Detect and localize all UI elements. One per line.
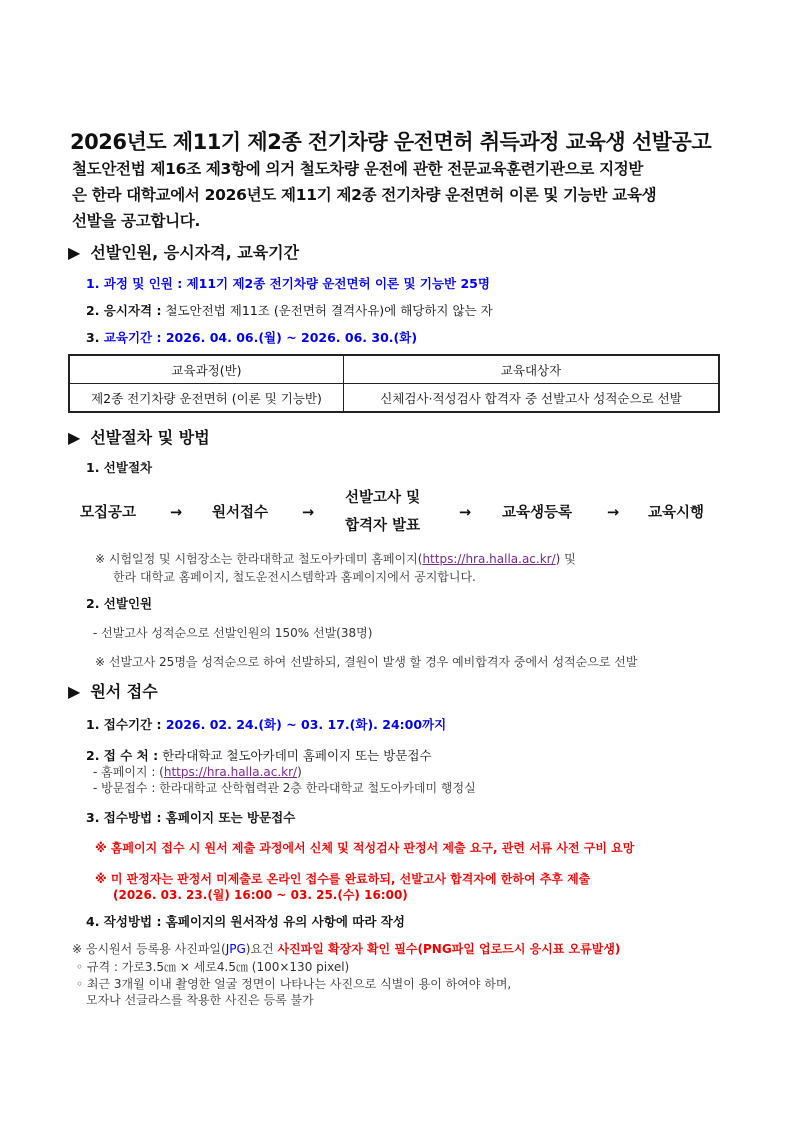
schedule-note <box>95 552 576 566</box>
application-method: 3. 접수방법 : 홈페이지 또는 방문접수 <box>86 810 296 825</box>
application-place <box>86 748 432 763</box>
warning-note-1: ※ 홈페이지 접수 시 원서 제출 과정에서 신체 및 적성검사 판정서 제출 요구, 관련 서류 사전 구비 요망 <box>95 841 635 855</box>
section-heading-1 <box>68 243 299 262</box>
course-and-quota: 1. 과정 및 인원 : 제11기 제2종 전기차량 운전면허 이론 및 기능반 25명 <box>86 276 490 291</box>
table-header: 교육대상자 <box>344 355 720 384</box>
flow-step-recruit: 모집공고 <box>80 505 137 521</box>
intro-line-3: 선발을 공고합니다. <box>72 212 201 230</box>
eligibility-value: 철도안전법 제11조 (운전면허 결격사유)에 해당하지 않는 자 <box>165 303 493 318</box>
table-row <box>69 384 719 413</box>
triangle-bullet-icon: ▶ <box>68 428 81 447</box>
photo-warning: 사진파일 확장자 확인 필수(PNG파일 업로드시 응시표 오류발생) <box>277 942 621 956</box>
section-heading-text: 선발인원, 응시자격, 교육기간 <box>90 243 300 262</box>
selection-procedure-label: 1. 선발절차 <box>86 460 153 475</box>
photo-requirement <box>72 942 620 956</box>
application-period <box>86 717 446 732</box>
table-cell: 제2종 전기차량 운전면허 (이론 및 기능반) <box>69 384 344 413</box>
arrow-icon: → <box>459 505 472 521</box>
intro-line-2: 은 한라 대학교에서 2026년도 제11기 제2종 전기차량 운전면허 이론 및 기능반 교육생 <box>72 186 657 204</box>
arrow-icon: → <box>607 505 620 521</box>
label: ) <box>297 765 302 779</box>
label: 1. 접수기간 : <box>86 717 162 732</box>
item-number: 3. <box>86 330 100 345</box>
note-text: ) 및 <box>555 552 576 566</box>
homepage-link[interactable]: https://hra.halla.ac.kr/ <box>422 552 556 566</box>
flow-step-registration: 교육생등록 <box>502 505 573 521</box>
intro-line-1: 철도안전법 제16조 제3항에 의거 철도차량 운전에 관한 전문교육훈련기관으로 지정받 <box>72 160 644 178</box>
eligibility <box>86 303 493 318</box>
flow-step-announcement: 합격자 발표 <box>345 518 421 534</box>
table-cell: 신체검사·적성검사 합격자 중 선발고사 성적순으로 선발 <box>344 384 720 413</box>
warning-note-2: ※ 미 판정자는 판정서 미제출로 온라인 접수를 완료하되, 선발고사 합격자에 한하여 추후 제출 <box>95 872 591 886</box>
flow-step-application: 원서접수 <box>212 505 269 521</box>
warning-note-2-dates: (2026. 03. 23.(월) 16:00 ~ 03. 25.(수) 16:00) <box>113 888 408 902</box>
triangle-bullet-icon: ▶ <box>68 682 81 701</box>
photo-restriction: 모자나 선글라스를 착용한 사진은 등록 불가 <box>86 993 314 1007</box>
label: 2. 접 수 처 : <box>86 748 159 763</box>
label: - 홈페이지 : ( <box>93 765 164 779</box>
photo-recent: ◦ 최근 3개월 이내 촬영한 얼굴 정면이 나타나는 사진으로 식별이 용이 하여야 하며, <box>76 977 512 991</box>
visit-line: - 방문접수 : 한라대학교 산학협력관 2층 한라대학교 철도아카데미 행정실 <box>93 781 476 795</box>
jpg-text: JPG <box>225 942 246 956</box>
eligibility-label: 2. 응시자격 : <box>86 303 162 318</box>
page-title: 2026년도 제11기 제2종 전기차량 운전면허 취득과정 교육생 선발공고 <box>70 130 712 154</box>
vacancy-note: ※ 선발고사 25명을 성적순으로 하여 선발하되, 결원이 발생 할 경우 예비합격자 중에서 성적순으로 선발 <box>95 655 638 669</box>
text: )요건 <box>245 942 278 956</box>
flow-step-training: 교육시행 <box>648 505 705 521</box>
course-table <box>68 354 720 413</box>
photo-spec: ◦ 규격 : 가로3.5㎝ × 세로4.5㎝ (100×130 pixel) <box>76 960 350 974</box>
arrow-icon: → <box>302 505 315 521</box>
triangle-bullet-icon: ▶ <box>68 243 81 262</box>
selection-quota-text: - 선발고사 성적순으로 선발인원의 150% 선발(38명) <box>93 626 373 640</box>
education-period <box>86 330 417 345</box>
writing-method: 4. 작성방법 : 홈페이지의 원서작성 유의 사항에 따라 작성 <box>86 914 405 929</box>
section-heading-3 <box>68 682 158 701</box>
schedule-note-line-2: 한라 대학교 홈페이지, 철도운전시스템학과 홈페이지에서 공지합니다. <box>113 570 476 584</box>
table-header: 교육과정(반) <box>69 355 344 384</box>
arrow-icon: → <box>170 505 183 521</box>
homepage-link[interactable]: https://hra.halla.ac.kr/ <box>163 765 298 779</box>
flow-step-exam: 선발고사 및 <box>345 490 421 506</box>
section-heading-text: 원서 접수 <box>90 682 158 701</box>
education-period-text: 교육기간 : 2026. 04. 06.(월) ~ 2026. 06. 30.(화) <box>103 330 418 345</box>
application-period-value: 2026. 02. 24.(화) ~ 03. 17.(화). 24:00까지 <box>165 717 447 732</box>
section-heading-2 <box>68 428 210 447</box>
selection-quota-label: 2. 선발인원 <box>86 596 153 611</box>
note-text: ※ 시험일정 및 시험장소는 한라대학교 철도아카데미 홈페이지( <box>95 552 423 566</box>
text: ※ 응시원서 등록용 사진파일( <box>72 942 226 956</box>
value: 한라대학교 철도아카데미 홈페이지 또는 방문접수 <box>162 748 432 763</box>
table-header-row <box>69 355 719 384</box>
section-heading-text: 선발절차 및 방법 <box>90 428 210 447</box>
homepage-line <box>93 765 302 779</box>
